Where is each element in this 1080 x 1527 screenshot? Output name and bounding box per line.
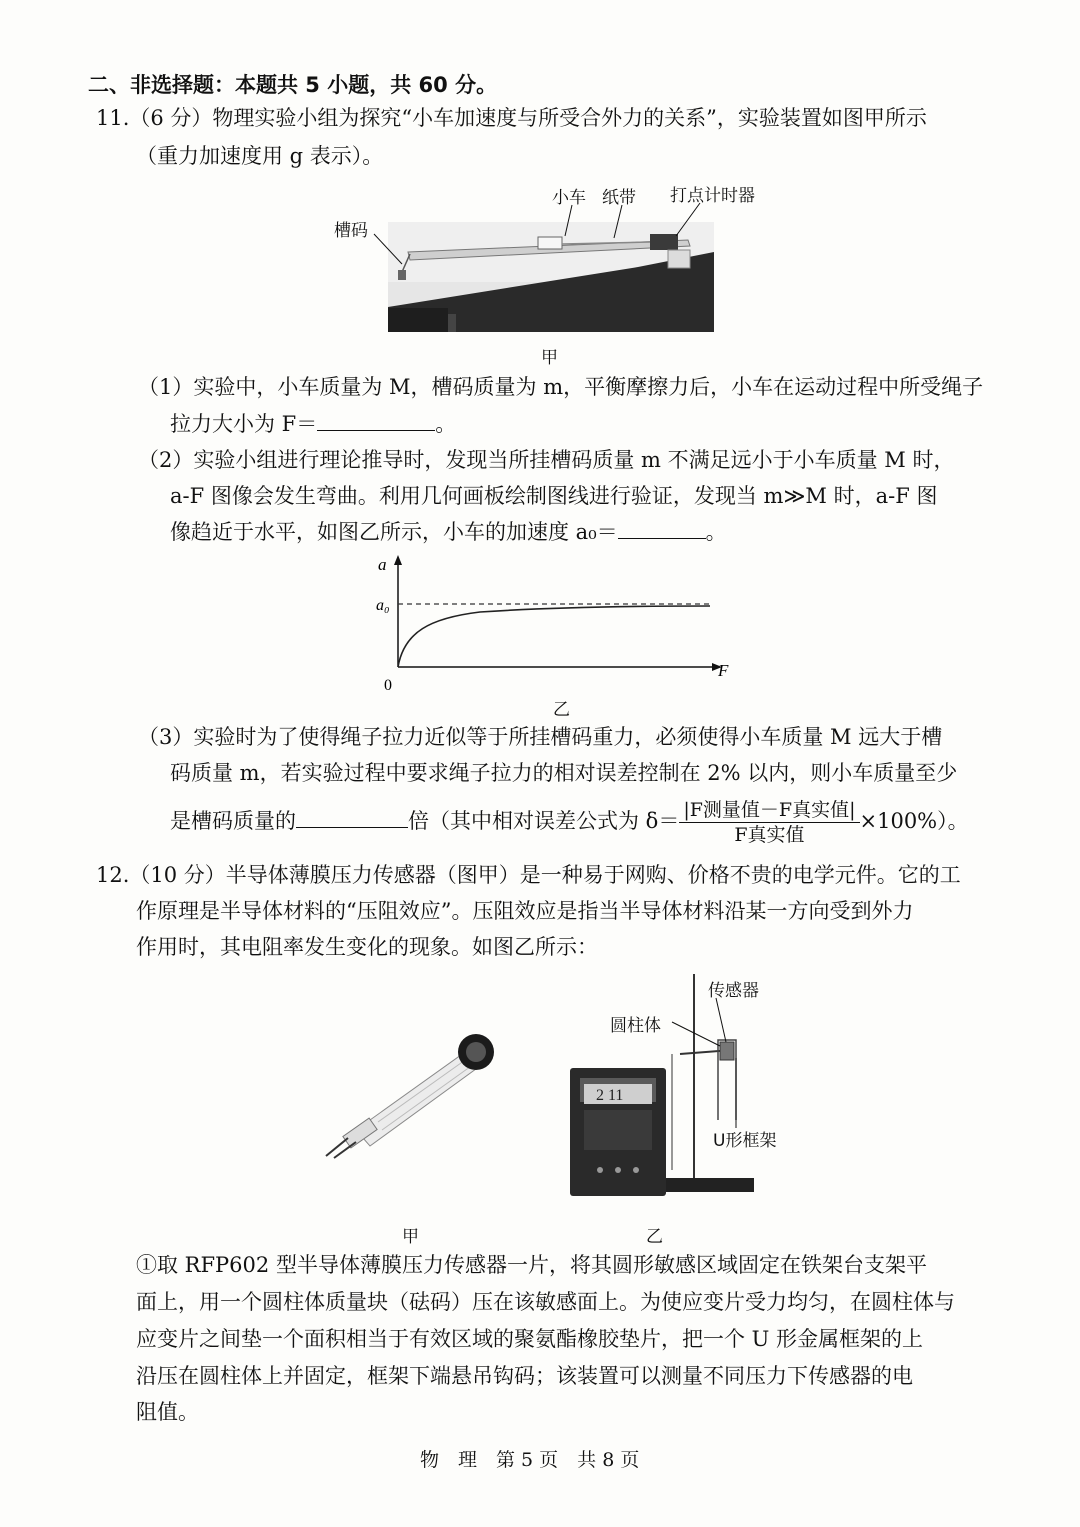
q11-p3-mid: 倍（其中相对误差公式为 δ＝ — [408, 809, 680, 833]
q12-stem-line3: 作用时，其电阻率发生变化的现象。如图乙所示： — [136, 935, 598, 959]
y-axis-label: a — [378, 555, 387, 574]
q12-step1-line5: 阻值。 — [136, 1400, 199, 1424]
q11-p1-suffix: 。 — [435, 412, 457, 436]
caption-yi-q11: 乙 — [553, 700, 570, 720]
section-title: 二、非选择题：本题共 5 小题，共 60 分。 — [88, 73, 498, 97]
q12-step1-line2: 面上，用一个圆柱体质量块（砝码）压在该敏感面上。为使应变片受力均匀，在圆柱体与 — [136, 1290, 955, 1314]
caption-jia-q12: 甲 — [402, 1227, 419, 1247]
q11-p3-line1: （3）实验时为了使得绳子拉力近似等于所挂槽码重力，必须使得小车质量 M 远大于槽 — [138, 725, 943, 749]
caption-jia-q11: 甲 — [541, 348, 558, 368]
q11-p2-suffix: 。 — [705, 520, 727, 544]
q11-p1-line1: （1）实验中，小车质量为 M，槽码质量为 m，平衡摩擦力后，小车在运动过程中所受绳子 — [138, 375, 984, 399]
q11-p2-line1: （2）实验小组进行理论推导时，发现当所挂槽码质量 m 不满足远小于小车质量 M 时， — [138, 448, 955, 472]
q11-p1-prefix: 拉力大小为 F＝ — [170, 412, 318, 436]
q11-p3-prefix: 是槽码质量的 — [170, 809, 296, 833]
label-tape: 纸带 — [602, 188, 636, 208]
formula-numerator: |F测量值－F真实值| — [679, 798, 859, 823]
page-footer: 物 理 第 5 页 共 8 页 — [420, 1449, 640, 1471]
formula-denominator: F真实值 — [734, 824, 805, 846]
x-axis-label: F — [718, 661, 729, 680]
q11-p3-suffix: ×100%）。 — [859, 809, 969, 833]
q11-stem-line2: （重力加速度用 g 表示）。 — [136, 144, 384, 168]
q12-step1-line3: 应变片之间垫一个面积相当于有效区域的聚氨酯橡胶垫片，把一个 U 形金属框架的上 — [136, 1327, 924, 1351]
origin-label: 0 — [384, 677, 392, 694]
q12-step1-line4: 沿压在圆柱体上并固定，框架下端悬吊钩码；该装置可以测量不同压力下传感器的电 — [136, 1364, 913, 1388]
q11-p2-prefix: 像趋近于水平，如图乙所示，小车的加速度 a₀＝ — [170, 520, 618, 544]
q11-p3-line2: 码质量 m，若实验过程中要求绳子拉力的相对误差控制在 2% 以内，则小车质量至少 — [170, 761, 958, 785]
label-cart: 小车 — [552, 188, 586, 208]
q11-p2-line2: a-F 图像会发生弯曲。利用几何画板绘制图线进行验证，发现当 m≫M 时，a-F 图 — [170, 484, 938, 508]
q12-stem-line2: 作原理是半导体材料的“压阻效应”。压阻效应是指当半导体材料沿某一方向受到外力 — [136, 899, 914, 923]
label-sensor: 传感器 — [708, 981, 759, 1001]
label-weight: 槽码 — [334, 221, 368, 241]
meter-reading: 2 11 — [596, 1087, 624, 1104]
label-cylinder: 圆柱体 — [610, 1016, 661, 1036]
caption-yi-q12: 乙 — [646, 1227, 663, 1247]
q12-step1-line1: ①取 RFP602 型半导体薄膜压力传感器一片，将其圆形敏感区域固定在铁架台支架平 — [136, 1253, 927, 1277]
label-timer: 打点计时器 — [670, 186, 755, 206]
label-u-frame: U形框架 — [713, 1131, 777, 1151]
q12-stem-line1: 12.（10 分）半导体薄膜压力传感器（图甲）是一种易于网购、价格不贵的电学元件。它的工 — [96, 863, 961, 887]
y-tick-a0: a₀ — [376, 597, 390, 614]
q11-stem-line1: 11.（6 分）物理实验小组为探究“小车加速度与所受合外力的关系”，实验装置如图甲所示 — [96, 106, 927, 130]
